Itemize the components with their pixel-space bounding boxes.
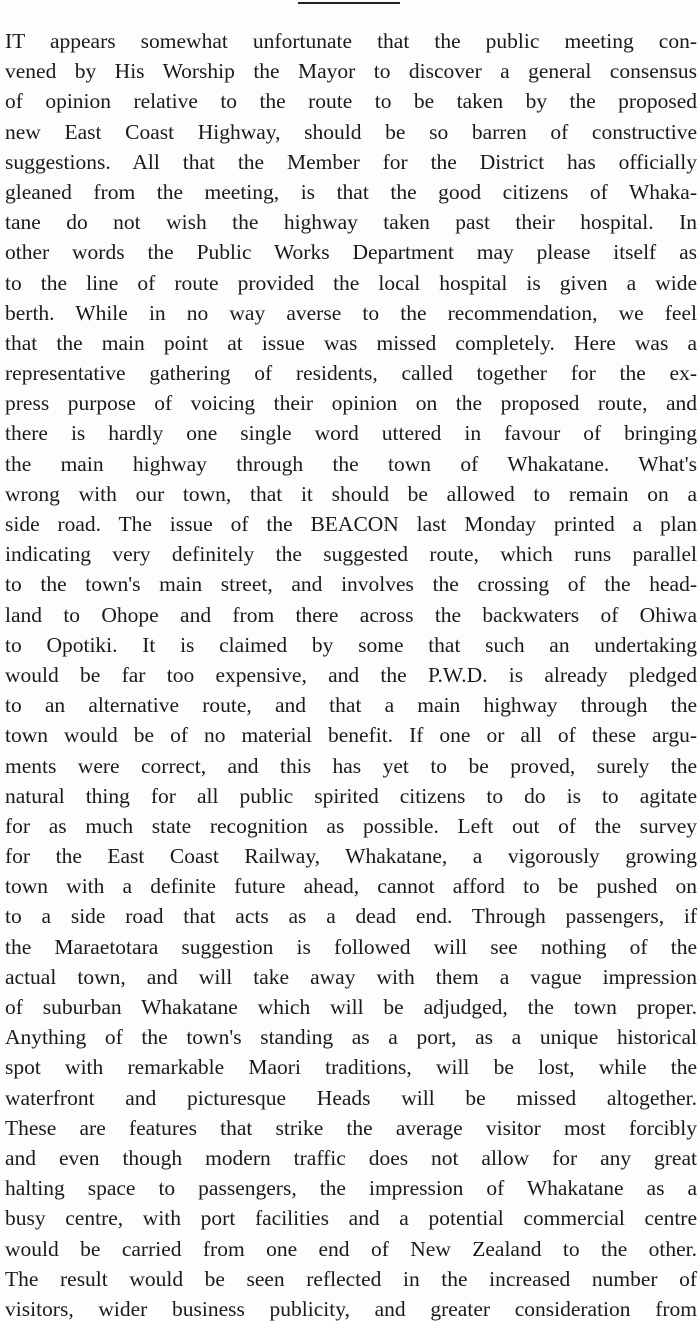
article-line: town would be of no material benefit. If one or all of these argu- <box>5 723 697 748</box>
article-line: that the main point at issue was missed completely. Here was a <box>5 330 697 355</box>
article-line: indicating very definitely the suggested route, which runs parallel <box>5 542 697 567</box>
article-line: wrong with our town, that it should be allowed to remain on a <box>5 481 697 506</box>
article-line: would be far too expensive, and the P.W.D. is already pledged <box>5 662 697 687</box>
article-line: for the East Coast Railway, Whakatane, a vigorously growing <box>5 844 697 869</box>
article-line: representative gathering of residents, called together for the ex- <box>5 361 697 386</box>
article-line: there is hardly one single word uttered in favour of bringing <box>5 421 697 446</box>
article-line: IT appears somewhat unfortunate that the public meeting con- <box>5 29 697 53</box>
article-line: visitors, wider business publicity, and greater consideration from <box>5 1296 697 1321</box>
article-line: other words the Public Works Department may please itself as <box>5 240 697 265</box>
article-line: of opinion relative to the route to be taken by the proposed <box>5 89 697 114</box>
article-line: land to Ohope and from there across the backwaters of Ohiwa <box>5 602 697 627</box>
article-line: The result would be seen reflected in the increased number of <box>5 1266 697 1291</box>
article-line: new East Coast Highway, should be so barren of constructive <box>5 119 697 144</box>
editorial-article <box>5 26 697 1324</box>
article-line: These are features that strike the average visitor most forcibly <box>5 1115 697 1140</box>
article-line: the Maraetotara suggestion is followed will see nothing of the <box>5 934 697 959</box>
article-line: natural thing for all public spirited citizens to do is to agitate <box>5 783 697 808</box>
article-line: actual town, and will take away with them a vague impression <box>5 964 697 989</box>
article-line: halting space to passengers, the impression of Whakatane as a <box>5 1176 697 1201</box>
article-line: would be carried from one end of New Zealand to the other. <box>5 1236 697 1261</box>
article-line: Anything of the town's standing as a port, as a unique historical <box>5 1025 697 1050</box>
article-line: the main highway through the town of Whakatane. What's <box>5 451 697 476</box>
article-line: town with a definite future ahead, cannot afford to be pushed on <box>5 874 697 899</box>
article-line: for as much state recognition as possible. Left out of the survey <box>5 813 697 838</box>
article-line: busy centre, with port facilities and a potential commercial centre <box>5 1206 697 1231</box>
article-line: to the town's main street, and involves the crossing of the head- <box>5 572 697 597</box>
article-line: gleaned from the meeting, is that the good citizens of Whaka- <box>5 179 697 204</box>
article-line: waterfront and picturesque Heads will be missed altogether. <box>5 1085 697 1110</box>
article-line: vened by His Worship the Mayor to discover a general consensus <box>5 59 697 84</box>
header-rule <box>298 2 400 4</box>
article-line: to the line of route provided the local hospital is given a wide <box>5 270 697 295</box>
article-line: suggestions. All that the Member for the District has officially <box>5 149 697 174</box>
article-line: side road. The issue of the BEACON last Monday printed a plan <box>5 512 697 536</box>
article-line: to a side road that acts as a dead end. Through passengers, if <box>5 904 697 929</box>
article-line: tane do not wish the highway taken past their hospital. In <box>5 210 697 235</box>
article-line: of suburban Whakatane which will be adjudged, the town proper. <box>5 995 697 1019</box>
article-line: ments were correct, and this has yet to be proved, surely the <box>5 753 697 778</box>
article-line: to an alternative route, and that a main highway through the <box>5 693 697 718</box>
article-line: to Opotiki. It is claimed by some that such an undertaking <box>5 632 697 657</box>
article-line: and even though modern traffic does not allow for any great <box>5 1145 697 1170</box>
article-line: berth. While in no way averse to the recommendation, we feel <box>5 300 697 325</box>
article-line: press purpose of voicing their opinion on the proposed route, and <box>5 391 697 416</box>
article-line: spot with remarkable Maori traditions, will be lost, while the <box>5 1055 697 1080</box>
